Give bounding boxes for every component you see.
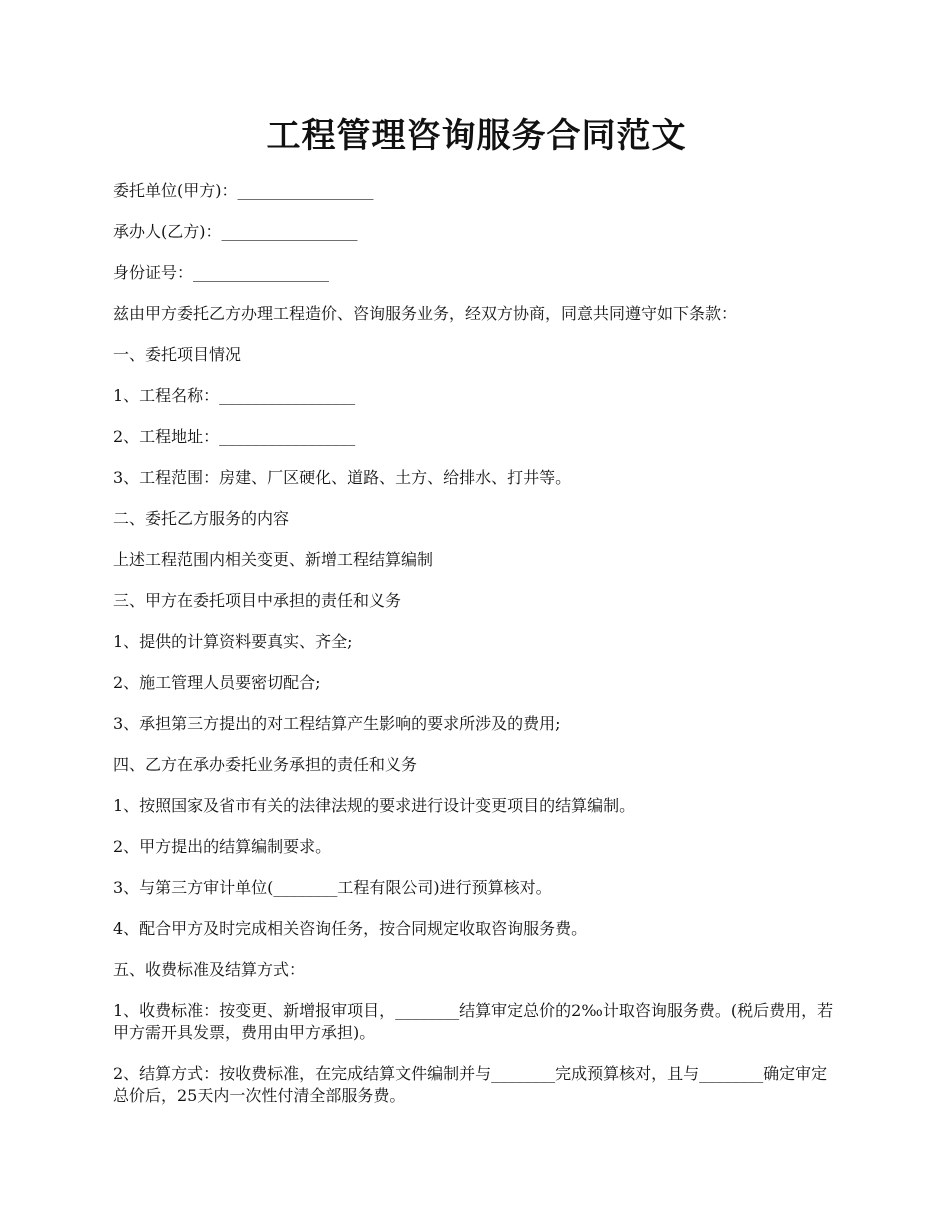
party-a-duty-2: 2、施工管理人员要密切配合; (113, 673, 321, 692)
section-heading-1: 一、委托项目情况 (113, 345, 242, 364)
party-a-duty-1: 1、提供的计算资料要真实、齐全; (113, 632, 353, 651)
party-a-duty-3: 3、承担第三方提出的对工程结算产生影响的要求所涉及的费用; (113, 714, 561, 733)
settlement-method: 2、结算方式：按收费标准，在完成结算文件编制并与________完成预算核对，且与________确定审定总价后，25天内一次性付清全部服务费。 (113, 1064, 828, 1105)
party-a-line: 委托单位(甲方)：_________________ (113, 181, 374, 200)
section-heading-2: 二、委托乙方服务的内容 (113, 509, 290, 528)
section-heading-4: 四、乙方在承办委托业务承担的责任和义务 (113, 755, 418, 774)
fee-standard: 1、收费标准：按变更、新增报审项目，________结算审定总价的2‰计取咨询服务费。(税后费用，若甲方需开具发票，费用由甲方承担)。 (113, 1001, 834, 1042)
id-number-line: 身份证号：_________________ (113, 263, 330, 282)
preamble: 兹由甲方委托乙方办理工程造价、咨询服务业务，经双方协商，同意共同遵守如下条款： (113, 304, 738, 323)
section-heading-3: 三、甲方在委托项目中承担的责任和义务 (113, 591, 402, 610)
party-b-duty-2: 2、甲方提出的结算编制要求。 (113, 837, 332, 856)
party-b-duty-4: 4、配合甲方及时完成相关咨询任务，按合同规定收取咨询服务费。 (113, 919, 588, 938)
project-scope-line: 3、工程范围：房建、厂区硬化、道路、土方、给排水、打井等。 (113, 468, 572, 487)
party-b-duty-1: 1、按照国家及省市有关的法律法规的要求进行设计变更项目的结算编制。 (113, 796, 636, 815)
party-b-duty-3: 3、与第三方审计单位(________工程有限公司)进行预算核对。 (113, 878, 552, 897)
document-title: 工程管理咨询服务合同范文 (266, 116, 687, 156)
project-name-line: 1、工程名称：_________________ (113, 386, 356, 405)
service-content: 上述工程范围内相关变更、新增工程结算编制 (113, 550, 434, 569)
section-heading-5: 五、收费标准及结算方式： (113, 960, 306, 979)
party-b-line: 承办人(乙方)：_________________ (113, 222, 358, 241)
project-address-line: 2、工程地址：_________________ (113, 427, 356, 446)
